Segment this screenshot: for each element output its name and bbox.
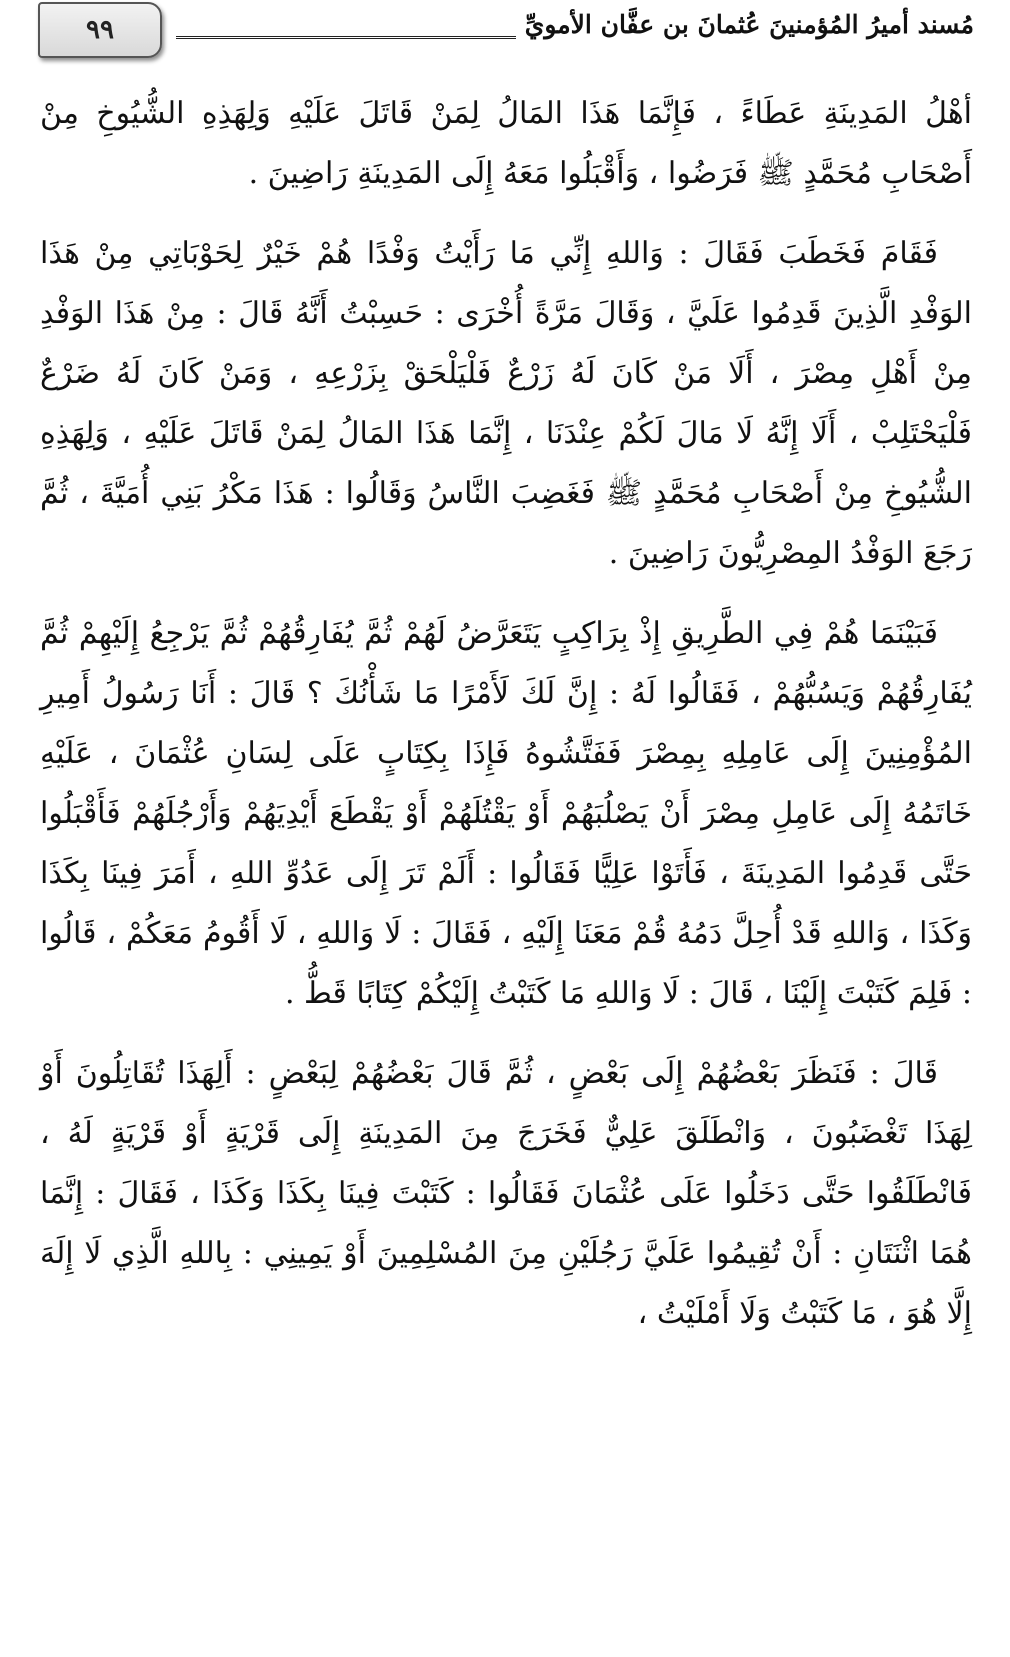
page-number: ٩٩ <box>86 15 114 45</box>
paragraph-3: فَبَيْنَمَا هُمْ فِي الطَّرِيقِ إِذْ بِرَاكِبٍ يَتَعَرَّضُ لَهُمْ ثُمَّ يُفَارِقُهُمْ ثُمَّ يَرْجِعُ إِلَيْهِمْ ثُمَّ يُفَارِقُهُمْ وَيَسُبُّهُمْ ، فَقَالُوا لَهُ : إِنَّ لَكَ لَأَمْرًا مَا شَأْنُكَ ؟ قَالَ : أَنَا رَسُولُ أَمِيرِ المُؤْمِنِينَ إِلَى عَامِلِهِ بِمِصْرَ فَفَتَّشُوهُ فَإِذَا بِكِتَابٍ عَلَى لِسَانِ عُثْمَانَ ، عَلَيْهِ خَاتَمُهُ إِلَى عَامِلِ مِصْرَ أَنْ يَصْلُبَهُمْ أَوْ يَقْتُلَهُمْ أَوْ يَقْطَعَ أَيْدِيَهُمْ وَأَرْجُلَهُمْ فَأَقْبَلُوا حَتَّى قَدِمُوا المَدِينَةَ ، فَأَتَوْا عَلِيًّا فَقَالُوا : أَلَمْ تَرَ إِلَى عَدُوِّ اللهِ ، أَمَرَ فِينَا بِكَذَا وَكَذَا ، وَاللهِ قَدْ أُحِلَّ دَمُهُ قُمْ مَعَنَا إِلَيْهِ ، فَقَالَ : لَا وَاللهِ ، لَا أَقُومُ مَعَكُمْ ، قَالُوا : فَلِمَ كَتَبْتَ إِلَيْنَا ، قَالَ : لَا وَاللهِ مَا كَتَبْتُ إِلَيْكُمْ كِتَابًا قَطُّ . <box>40 616 973 1011</box>
paragraph-4: قَالَ : فَنَظَرَ بَعْضُهُمْ إِلَى بَعْضٍ ، ثُمَّ قَالَ بَعْضُهُمْ لِبَعْضٍ : أَلِهَذَا تُقَاتِلُونَ أَوْ لِهَذَا تَغْضَبُونَ ، وَانْطَلَقَ عَلِيٌّ فَخَرَجَ مِنَ المَدِينَةِ إِلَى قَرْيَةٍ أَوْ قَرْيَةٍ لَهُ ، فَانْطَلَقُوا حَتَّى دَخَلُوا عَلَى عُثْمَانَ فَقَالُوا : كَتَبْتَ فِينَا بِكَذَا وَكَذَا ، فَقَالَ : إِنَّمَا هُمَا اثْنَتَانِ : أَنْ تُقِيمُوا عَلَيَّ رَجُلَيْنِ مِنَ المُسْلِمِينَ أَوْ يَمِينِي : بِاللهِ الَّذِي لَا إِلَهَ إِلَّا هُوَ ، مَا كَتَبْتُ وَلَا أَمْلَيْتُ ، <box>40 1056 972 1331</box>
header-divider-rule <box>176 36 516 39</box>
paragraph-1: أهْلُ المَدِينَةِ عَطَاءً ، فَإِنَّمَا هَذَا المَالُ لِمَنْ قَاتَلَ عَلَيْهِ وَلِهَذِهِ الشُّيُوخِ مِنْ أَصْحَابِ مُحَمَّدٍ ﷺ فَرَضُوا ، وَأَقْبَلُوا مَعَهُ إِلَى المَدِينَةِ رَاضِينَ . <box>40 96 972 191</box>
page-body <box>40 84 972 1364</box>
paragraph-2: فَقَامَ فَخَطَبَ فَقَالَ : وَاللهِ إِنِّي مَا رَأَيْتُ وَفْدًا هُمْ خَيْرٌ لِحَوْبَاتِي مِنْ هَذَا الوَفْدِ الَّذِينَ قَدِمُوا عَلَيَّ ، وَقَالَ مَرَّةً أُخْرَى : حَسِبْتُ أَنَّهُ قَالَ : مِنْ هَذَا الوَفْدِ مِنْ أَهْلِ مِصْرَ ، أَلَا مَنْ كَانَ لَهُ زَرْعٌ فَلْيَلْحَقْ بِزَرْعِهِ ، وَمَنْ كَانَ لَهُ ضَرْعٌ فَلْيَحْتَلِبْ ، أَلَا إِنَّهُ لَا مَالَ لَكُمْ عِنْدَنَا ، إِنَّمَا هَذَا المَالُ لِمَنْ قَاتَلَ عَلَيْهِ ، وَلِهَذِهِ الشُّيُوخِ مِنْ أَصْحَابِ مُحَمَّدٍ ﷺ فَغَضِبَ النَّاسُ وَقَالُوا : هَذَا مَكْرُ بَنِي أُمَيَّةَ ، ثُمَّ رَجَعَ الوَفْدُ المِصْرِيُّونَ رَاضِينَ . <box>40 236 972 571</box>
running-title: مُسند أميرُ المُؤمنينَ عُثمانَ بن عفَّان الأمويِّ <box>524 10 974 39</box>
page-number-badge <box>38 2 162 58</box>
page-header <box>0 0 1010 66</box>
